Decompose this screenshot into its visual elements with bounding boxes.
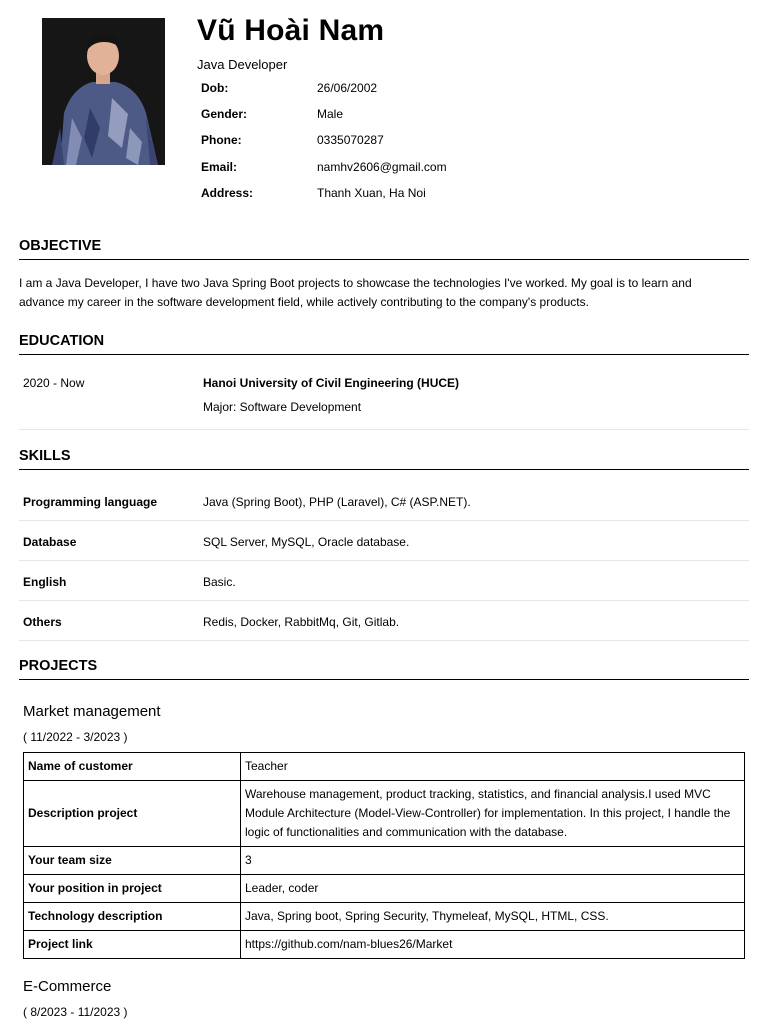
- table-value: Java, Spring boot, Spring Security, Thymeleaf, MySQL, HTML, CSS.: [241, 903, 745, 931]
- skill-value: SQL Server, MySQL, Oracle database.: [203, 535, 410, 549]
- skill-row: [19, 601, 749, 641]
- candidate-role: Java Developer: [197, 57, 288, 72]
- table-value: Leader, coder: [241, 875, 745, 903]
- skill-label: English: [23, 575, 67, 589]
- education-period: 2020 - Now: [23, 376, 85, 390]
- project-date: ( 8/2023 - 11/2023 ): [23, 1005, 128, 1019]
- table-value: Warehouse management, product tracking, statistics, and financial analysis.I used MVC Module Architecture (Model-View-Controller) for implementation. In this project, I handle the logic of functionalities and communication with the database.: [241, 781, 745, 847]
- table-row: [24, 875, 745, 903]
- skill-row: [19, 521, 749, 561]
- table-row: [24, 903, 745, 931]
- skill-value: Basic.: [203, 575, 236, 589]
- info-label: Dob:: [201, 81, 229, 95]
- project-link[interactable]: https://github.com/nam-blues26/Market: [241, 931, 745, 959]
- section-title-objective: OBJECTIVE: [19, 238, 749, 260]
- skill-value: Redis, Docker, RabbitMq, Git, Gitlab.: [203, 615, 400, 629]
- project-details-table: [23, 752, 745, 959]
- section-title-skills: SKILLS: [19, 448, 749, 470]
- table-row: [24, 931, 745, 959]
- education-school: Hanoi University of Civil Engineering (HUCE): [203, 376, 460, 390]
- table-key: Technology description: [24, 903, 241, 931]
- table-row: [24, 847, 745, 875]
- info-label: Address:: [201, 186, 254, 200]
- section-title-projects: PROJECTS: [19, 658, 749, 680]
- info-value: Thanh Xuan, Ha Noi: [317, 186, 426, 200]
- education-major: Major: Software Development: [203, 400, 362, 414]
- table-row: [24, 781, 745, 847]
- project-title: E-Commerce: [23, 978, 112, 995]
- table-key: Your position in project: [24, 875, 241, 903]
- project-title: Market management: [23, 703, 161, 720]
- table-key: Description project: [24, 781, 241, 847]
- skill-row: [19, 481, 749, 521]
- table-value: 3: [241, 847, 745, 875]
- skill-label: Database: [23, 535, 77, 549]
- info-value: 26/06/2002: [317, 81, 378, 95]
- info-value: Male: [317, 107, 344, 121]
- skill-label: Programming language: [23, 495, 158, 509]
- skill-row: [19, 561, 749, 601]
- table-key: Project link: [24, 931, 241, 959]
- education-row: [19, 357, 749, 430]
- info-value: namhv2606@gmail.com: [317, 160, 447, 174]
- table-key: Your team size: [24, 847, 241, 875]
- info-label: Gender:: [201, 107, 248, 121]
- table-row: [24, 753, 745, 781]
- info-label: Phone:: [201, 133, 242, 147]
- info-label: Email:: [201, 160, 238, 174]
- candidate-name: Vũ Hoài Nam: [197, 14, 385, 47]
- objective-text: I am a Java Developer, I have two Java Spring Boot projects to showcase the technologies I've worked. My goal is to learn and advance my career in the software development field, while actively contributing to the company's products.: [19, 276, 692, 309]
- section-title-education: EDUCATION: [19, 333, 749, 355]
- skill-value: Java (Spring Boot), PHP (Laravel), C# (ASP.NET).: [203, 495, 471, 509]
- project-date: ( 11/2022 - 3/2023 ): [23, 730, 128, 744]
- table-key: Name of customer: [24, 753, 241, 781]
- skill-label: Others: [23, 615, 62, 629]
- table-value: Teacher: [241, 753, 745, 781]
- info-value: 0335070287: [317, 133, 384, 147]
- profile-photo: [42, 18, 165, 165]
